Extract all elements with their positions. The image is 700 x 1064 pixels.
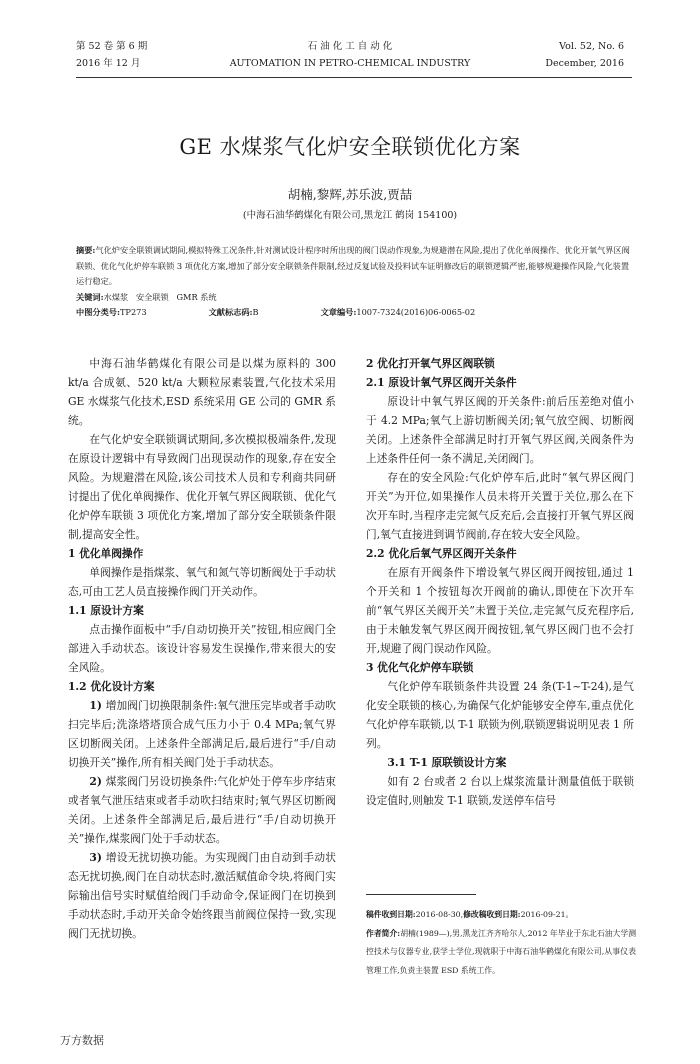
abstract-label: 摘要:	[76, 245, 96, 255]
volume-cn: 第 52 卷 第 6 期	[76, 41, 148, 52]
header-divider	[76, 77, 632, 78]
section-heading: 3 优化气化炉停车联锁	[366, 661, 474, 674]
paragraph	[366, 677, 634, 753]
date-cn: 2016 年 12 月	[76, 58, 141, 69]
paragraph-text: 增设无扰切换功能。为实现阀门由自动到手动状态无扰切换,阀门在自动状态时,激活赋值命令块,将阀门实际输出信号实时赋值给阀门手动命令,保证阀门在切换到手动状态时,手动开关命令始终跟当前阀位保持一致,实现阀门无扰切换。	[68, 851, 336, 940]
paragraph	[366, 563, 634, 658]
abstract-text: 气化炉安全联锁调试期间,模拟特殊工况条件,针对测试设计程序时所出现的阀门误动作现象,为规避潜在风险,提出了优化单阀操作、优化开氧气界区阀联锁、优化气化炉停车联锁 3 项优化方案,增加了部分安全联锁条件限制,经过反复试验及投料试车证明修改后的联锁逻辑严密,能够规避操作风险,气化装置运行稳定。	[76, 245, 630, 286]
keywords-label: 关键词:	[76, 291, 104, 302]
list-marker: 3)	[89, 851, 106, 864]
footnote-divider	[366, 894, 476, 895]
watermark: 万方数据	[60, 1034, 104, 1047]
paragraph	[68, 354, 336, 430]
paragraph-text: 增加阀门切换限制条件:氧气泄压完毕或者手动吹扫完毕后;洗涤塔塔顶合成气压力小于 0.4 MPa;氧气界区切断阀关闭。上述条件全部满足后,最后进行“手/自动切换开关”操作,所有相关阀门处于手动状态。	[68, 699, 336, 769]
paragraph	[68, 772, 336, 848]
paragraph-text: 如有 2 台或者 2 台以上煤浆流量计测量值低于联锁设定值时,则触发 T-1 联锁,发送停车信号	[366, 775, 634, 807]
footnote-author-bio: 作者简介:胡楠(1989—),男,黑龙江齐齐哈尔人,2012 年毕业于东北石油大学测控技术与仪器专业,获学士学位,现就职于中海石油华鹤煤化有限公司,从事仪表管理工作,负责主装置 ESD 系统工作。	[366, 928, 636, 975]
paragraph-text: 煤浆阀门另设切换条件:气化炉处于停车步序结束或者氧气泄压结束或者手动吹扫结束时;氧气界区切断阀关闭。上述条件全部满足后,最后进行“手/自动切换开关”操作,煤浆阀门处于手动状态。	[68, 775, 336, 845]
document-code: 文献标志码:B	[208, 307, 259, 317]
paragraph-text: 存在的安全风险:气化炉停车后,此时“氧气界区阀门开关”为开位,如果操作人员未将开关置于关位,那么在下次开车时,当程序走完氮气反充后,会直接打开氧气界区阀门,氧气直接进到调节阀前,存在较大安全风险。	[366, 471, 634, 541]
abstract	[76, 243, 636, 290]
keywords	[76, 290, 636, 306]
article-authors: 胡楠,黎辉,苏乐波,贾喆	[287, 187, 413, 202]
paragraph	[68, 696, 336, 772]
abstract-block	[76, 243, 636, 321]
paragraph	[366, 468, 634, 544]
subsection-heading: 1.1 原设计方案	[68, 604, 144, 617]
paragraph-text: 在原有开阀条件下增设氧气界区阀开阀按钮,通过 1 个开关和 1 个按钮每次开阀前的确认,即使在下次开车前“氧气界区关阀开关”未置于关位,走完氮气反充程序后,由于未触发氧气界区阀开阀按钮,氧气界区阀门也不会打开,规避了阀门误动作风险。	[366, 566, 634, 655]
paragraph	[68, 430, 336, 544]
left-column	[68, 354, 336, 943]
list-marker: 2)	[89, 775, 106, 788]
paragraph	[68, 563, 336, 601]
keywords-text: 水煤浆 安全联锁 GMR 系统	[103, 291, 217, 302]
classification-row	[76, 305, 636, 321]
paragraph	[68, 848, 336, 943]
footnote	[366, 906, 636, 980]
article-number: 文章编号:1007-7324(2016)06-0065-02	[320, 307, 476, 317]
paragraph	[68, 620, 336, 677]
paragraph-text: 在气化炉安全联锁调试期间,多次模拟极端条件,发现在原设计逻辑中有导致阀门出现误动作的现象,存在安全风险。为规避潜在风险,该公司技术人员和专利商共同研讨提出了优化单阀操作、优化开氧气界区阀联锁、优化气化炉停车联锁 3 项优化方案,增加了部分安全联锁条件限制,提高安全性。	[68, 433, 336, 541]
section-heading: 1 优化单阀操作	[68, 547, 144, 560]
footnote-dates: 稿件收到日期:2016-08-30,修改稿收到日期:2016-09-21。	[366, 910, 574, 919]
article-title: GE 水煤浆气化炉安全联锁优化方案	[179, 135, 521, 159]
article-affiliation: (中海石油华鹤煤化有限公司,黑龙江 鹤岗 154100)	[242, 210, 458, 221]
header-right	[545, 38, 624, 72]
right-column	[366, 354, 634, 810]
paragraph-text: 单阀操作是指煤浆、氧气和氮气等切断阀处于手动状态,可由工艺人员直接操作阀门开关动作。	[68, 566, 336, 598]
paragraph-text: 中海石油华鹤煤化有限公司是以煤为原料的 300 kt/a 合成氨、520 kt/a 大颗粒尿素装置,气化技术采用 GE 水煤浆气化技术,ESD 系统采用 GE 公司的 GMR 系统。	[68, 357, 336, 427]
date-en: December, 2016	[545, 58, 624, 69]
subsection-heading: 1.2 优化设计方案	[68, 680, 155, 693]
subsection-heading: 2.1 原设计氧气界区阀开关条件	[366, 376, 517, 389]
list-marker: 1)	[89, 699, 106, 712]
journal-name-en: AUTOMATION IN PETRO-CHEMICAL INDUSTRY	[229, 58, 471, 69]
paragraph-text: 气化炉停车联锁条件共设置 24 条(T-1~T-24),是气化安全联锁的核心,为确保气化炉能够安全停车,重点优化气化炉停车联锁,以 T-1 联锁为例,联锁逻辑说明见表 1 所列。	[366, 680, 634, 750]
paragraph	[366, 392, 634, 468]
subsection-heading: 2.2 优化后氧气界区阀开关条件	[366, 547, 517, 560]
clc-number: 中图分类号:TP273	[76, 307, 147, 317]
paragraph-text: 点击操作面板中“手/自动切换开关”按钮,相应阀门全部进入手动状态。该设计容易发生误操作,带来很大的安全风险。	[68, 623, 336, 674]
paragraph-text: 原设计中氧气界区阀的开关条件:前后压差绝对值小于 4.2 MPa;氧气上游切断阀关闭;氧气放空阀、切断阀关闭。上述条件全部满足时打开氧气界区阀,关阀条件为上述条件任何一条不满足,关闭阀门。	[366, 395, 634, 465]
section-heading: 2 优化打开氧气界区阀联锁	[366, 357, 495, 370]
paragraph	[366, 772, 634, 810]
journal-name-cn: 石 油 化 工 自 动 化	[307, 41, 393, 52]
volume-en: Vol. 52, No. 6	[559, 41, 624, 52]
subsection-heading: 3.1 T-1 原联锁设计方案	[387, 756, 507, 769]
